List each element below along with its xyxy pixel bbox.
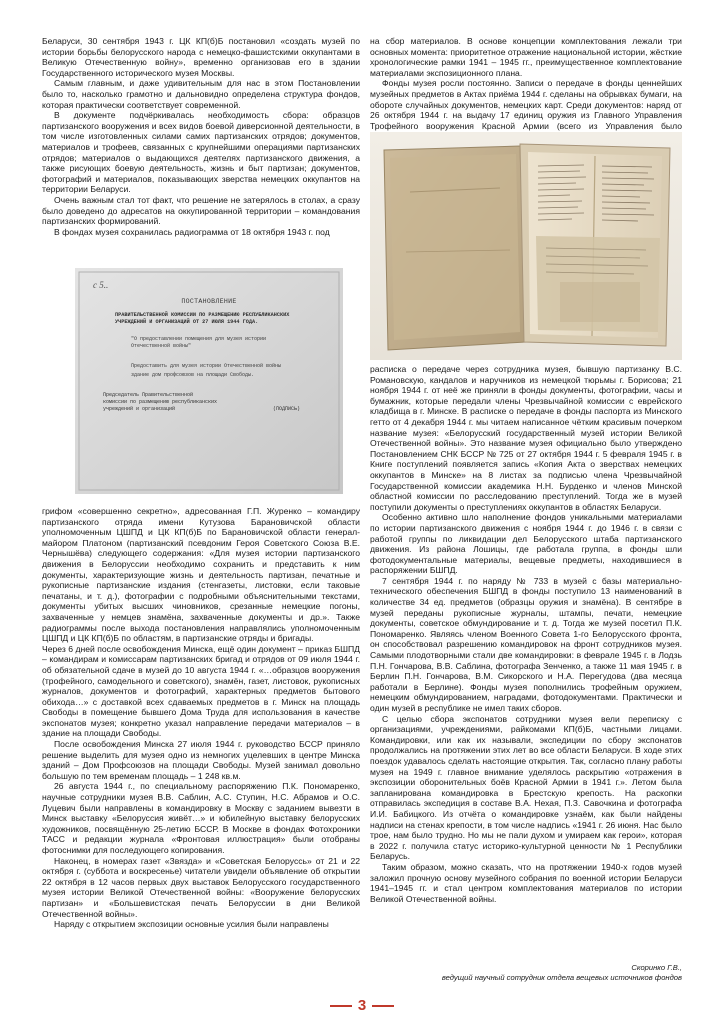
archive-documents-photo bbox=[370, 132, 682, 360]
page-footer bbox=[0, 997, 724, 1014]
author-name: Скоринко Г.В., bbox=[631, 963, 682, 972]
radiogram-subheading: ПРАВИТЕЛЬСТВЕННОЙ КОМИССИИ ПО РАЗМЕЩЕНИЮ РЕСПУБЛИКАНСКИХ УЧРЕЖДЕНИЙ И ОРГАНИЗАЦИЙ ОТ 27 ИЮЛЯ 1944 ГОДА. bbox=[115, 312, 290, 325]
paragraph: Через 6 дней после освобождения Минска, ещё один документ – приказ БШПД – командирам и комиссарам партизанских бригад и отрядов от 09 июля 1944 г. об обязательной сдаче в музей до 10 августа 1944 г. «…образцов вооружения (трофейного, самодельного и советского), знамён, газет, листовок, рукописных журналов, документов и фотографий, характерных предметов бытового обихода…» с доставкой всех сдаваемых предметов в г. Минск на площадь Свободы в помещение бывшего Дома Труда для использования в качестве экспонатов музея; конкретно указал направление передачи материалов – в здание на площади Свободы. bbox=[42, 643, 360, 739]
right-column-top-text bbox=[370, 36, 682, 142]
paragraph: С целью сбора экспонатов сотрудники музея вели переписку с организациями, учреждениями, райкомами КП(б)Б, частными лицами. Командировки, или как их называли, экспедиции по сбору экспонатов продолжались на протяжении этих лет во все области Беларуси. В ходе этих поездок удавалось сделать настоящие открытия. Так, согласно плану работы музея на 1949 г. главное внимание уделялось раскрытию «отражения в экспозиции оборонительных боёв Красной Армии в 1941 г.». Летом была запланирована командировка в Брестскую крепость. На раскопки отправилась экспедиция в составе В.А. Нехая, П.З. Савочкина и фотографа И.И. Бабицкого. Из отчёта о командировке узнаём, как были найдены надписи на стенах крепости, в том числе надпись «1941 г. 26 июня. Нас было трое, нам было трудно. Но мы не пали духом и умираем как герои», которая в 2022 г. получила статус историко-культурной ценности № 1 Республики Беларусь. bbox=[370, 713, 682, 862]
radiogram-heading: ПОСТАНОВЛЕНИЕ bbox=[181, 298, 237, 305]
page-number: 3 bbox=[357, 997, 367, 1014]
paragraph: Таким образом, можно сказать, что на протяжении 1940-х годов музей заложил прочную основу музейного собрания по военной истории Беларуси 1941–1945 гг. и стал центром комплектования материалов по истории Великой Отечественной войны. bbox=[370, 861, 682, 904]
footer-dash-left bbox=[330, 1005, 352, 1007]
paragraph: 26 августа 1944 г., по специальному распоряжению П.К. Пономаренко, научные сотрудники музея В.В. Саблин, А.С. Ступин, Н.С. Абрамов и О.С. Луцевич были направлены в командировку в Москву с заданием вывезти в Минск выставку «Белоруссия живёт…» и юбилейную выставку белорусских художников, посвящённую 25-летию БССР. В Москве в фондах Фотохроники ТАСС и редакции журнала «Фронтовая иллюстрация» были отобраны фотоснимки для последующего копирования. bbox=[42, 781, 360, 855]
paragraph: на сбор материалов. В основе концепции комплектования лежали три основных момента: приоритетное отражение национальной истории, жёсткие хронологические рамки 1941 – 1945 гг., преимущественное комплектование материалами экспозиционного плана. bbox=[370, 36, 682, 78]
author-position: ведущий научный сотрудник отдела вещевых источников фондов bbox=[441, 972, 682, 982]
paragraph: Самым главным, и даже удивительным для нас в этом Постановлении было то, насколько грамотно и дальновидно определена структура фондов, которая практически соответствует современной. bbox=[42, 78, 360, 110]
footer-dash-right bbox=[372, 1005, 394, 1007]
left-column-bottom-text bbox=[42, 506, 360, 930]
paragraph: Наряду с открытием экспозиции основные усилия были направлены bbox=[54, 919, 329, 930]
radiogram-signatory: Председатель Правительственной комиссии по размещению республиканских учреждений и организаций bbox=[103, 392, 218, 412]
paragraph: 7 сентября 1944 г. по наряду № 733 в музей с базы материально-технического обеспечения БШПД в фонды поступило 13 наименований в количестве 34 ед. предметов (образцы оружия и знамёна). В сентябре в музей переданы рукописные журналы, штампы, печати, немецкие документы, советское обмундирование и т. д. Тогда же музей посетил П.К. Пономаренко. Являясь членом Военного Совета 1-го Белорусского фронта, он способствовал разрешению командировок на фронт сотрудников музея. Самыми плодотворными стали две командировки: в феврале 1945 г. в Лодзь П.Н. Гончарова, В.В. Саблина, фотографа Зенченко, а также 11 мая 1945 г. в Берлин П.Н. Гончарова, В.М. Сикорского и Н.А. Перегудова (два месяца работали в Берлине). Фонды музея пополнились трофейным оружием, немецким обмундированием, наградами, фотодокументами. Практически и один музей в республике не имел таких сборов. bbox=[370, 575, 682, 713]
paragraph: грифом «совершенно секретно», адресованная Г.П. Журенко – командиру партизанского отряда имени Кутузова Барановичской области уполномоченным ЦШПД и ЦК КП(б)Б по Барановичской области генерал-майором Платоном (партизанский псевдоним Героя Советского Союза В.Е. Чернышёва) следующего содержания: «Для музея истории партизанского движения в Белоруссии необходимо сохранить и представить к ним документы, характеризующие жизнь и деятельность партизан, печатные и рукописные партизанские издания (стенгазеты, листовки, если таковые печатаны, и т. д.), фотографии с подробными объяснительными текстами, документы убитых высших чиновников, срезанные немецкие погоны, захваченные у немцев знамёна, захваченные документы и др.». Также радиограммы после выхода постановления направлялись уполномоченным ЦШПД и ЦК КП(б)Б по областям, в партизанские отряды и бригады. bbox=[42, 506, 360, 644]
right-column-bottom-text bbox=[370, 364, 682, 904]
paragraph: В фондах музея сохранилась радиограмма от 18 октября 1943 г. под bbox=[54, 226, 330, 237]
left-column-top-text bbox=[42, 36, 360, 237]
archive-documents-image bbox=[370, 132, 682, 360]
radiogram-item: "О предоставлении помещения для музея истории Отечественной войны" bbox=[131, 336, 267, 349]
paragraph: Фонды музея росли постоянно. Записи о передаче в фонды ценнейших музейных предметов в Актах приёма 1944 г. сделаны на обрывках бумаги, на обороте случайных документов, немецких карт. Среди документов: наряд от 26 октября 1944 г. на выдачу 17 единиц оружия из Главного Управления Трофейного вооружения Красной Армии (всего из Управления было bbox=[370, 78, 682, 131]
paragraph: Наконец, в номерах газет «Звязда» и «Советская Белоруссь» от 21 и 22 октября г. (суббота и воскресенье) читатели увидели объявление об открытии 22 октября в 12 часов первых двух выставок Белорусского государственного музея истории Великой Отечественной войны: «Вооружение белорусских партизан» и «Большевистская печать Белоруссии в дни Великой Отечественной войны». bbox=[42, 855, 360, 919]
author-signature bbox=[442, 963, 682, 982]
paragraph: После освобождения Минска 27 июля 1944 г. руководство БССР приняло решение выделить для музея одно из немногих уцелевших в центре Минска зданий – Дом Профсоюзов на площади Свободы. Музей занимал довольно большую по тем временам площадь – 1 248 кв.м. bbox=[42, 739, 360, 781]
paragraph: Очень важным стал тот факт, что решение не затерялось в столах, а сразу было доведено до адресатов на оккупированной территории – командования партизанских формирований. bbox=[42, 194, 360, 227]
corner-note: с 5.. bbox=[93, 280, 109, 290]
radiogram-photo bbox=[75, 268, 343, 494]
paragraph: расписка о передаче через сотрудника музея, бывшую партизанку В.С. Романовскую, кандалов и наручников из немецкой тюрьмы г. Борисова; 21 ноября 1944 г. от неё же приняли в фонды документы, фотографии, часы и бумажник, которые передали члены Чрезвычайной комиссии с еврейского кладбища в г. Минске. В расписке о передаче в фонды паспорта из Минского гетто от 4 декабря 1944 г. мы читаем написанное чётким красивым почерком название музея: «Белорусский государственный музей истории Великой Отечественной войны». Это название музея официально было утверждено Постановлением СНК БССР № 725 от 27 октября 1944 г. 5 февраля 1945 г. в Книге поступлений появляется запись «Копия Акта о зверствах немецких оккупантов в Минске» на 8 листах за подписью члена Чрезвычайной Государственной комиссии академика Н.Н. Бурденко и членов Минской областной комиссии по расследованию преступлений. Тогда же в музей поступили документы о преступлениях оккупантов в областях Беларуси. bbox=[370, 364, 682, 512]
paragraph: В документе подчёркивалась необходимость сбора: образцов партизанского вооружения и всех видов боевой диверсионной деятельности, в том числе изготовленных силами самих партизанских отрядов; документов, материалов и трофеев, связанных с крупнейшими операциями партизанских отрядов; материалов о выдающихся деятелях партизанского движения, а также рисующих боевую деятельность, жизнь и быт партизан; документов, фотографий и материалов, показывающих зверства немецких оккупантов на территории Беларуси. bbox=[42, 110, 360, 195]
radiogram-body: Предоставить для музея истории Отечественной войны здание дом профсоюзов на площади Свободы. bbox=[131, 363, 282, 378]
radiogram-sign-mark: (ПОДПИСЬ) bbox=[273, 406, 301, 412]
paragraph: Особенно активно шло наполнение фондов уникальными материалами по истории партизанского движения с ноября 1944 г. до 1946 г. в связи с работой группы по ликвидации дел Белорусского штаба партизанского движения. Из района Лошицы, где работала группа, в фонды шли фотодокументальные материалы, вещевые предметы, находившиеся в распоряжении БШПД. bbox=[370, 512, 682, 576]
paragraph: Беларуси, 30 сентября 1943 г. ЦК КП(б)Б постановил «создать музей по истории борьбы белорусского народа с немецко-фашистскими оккупантами в Великую Отечественную войну», временно организовав его в здании Государственного исторического музея Москвы. bbox=[42, 36, 360, 78]
